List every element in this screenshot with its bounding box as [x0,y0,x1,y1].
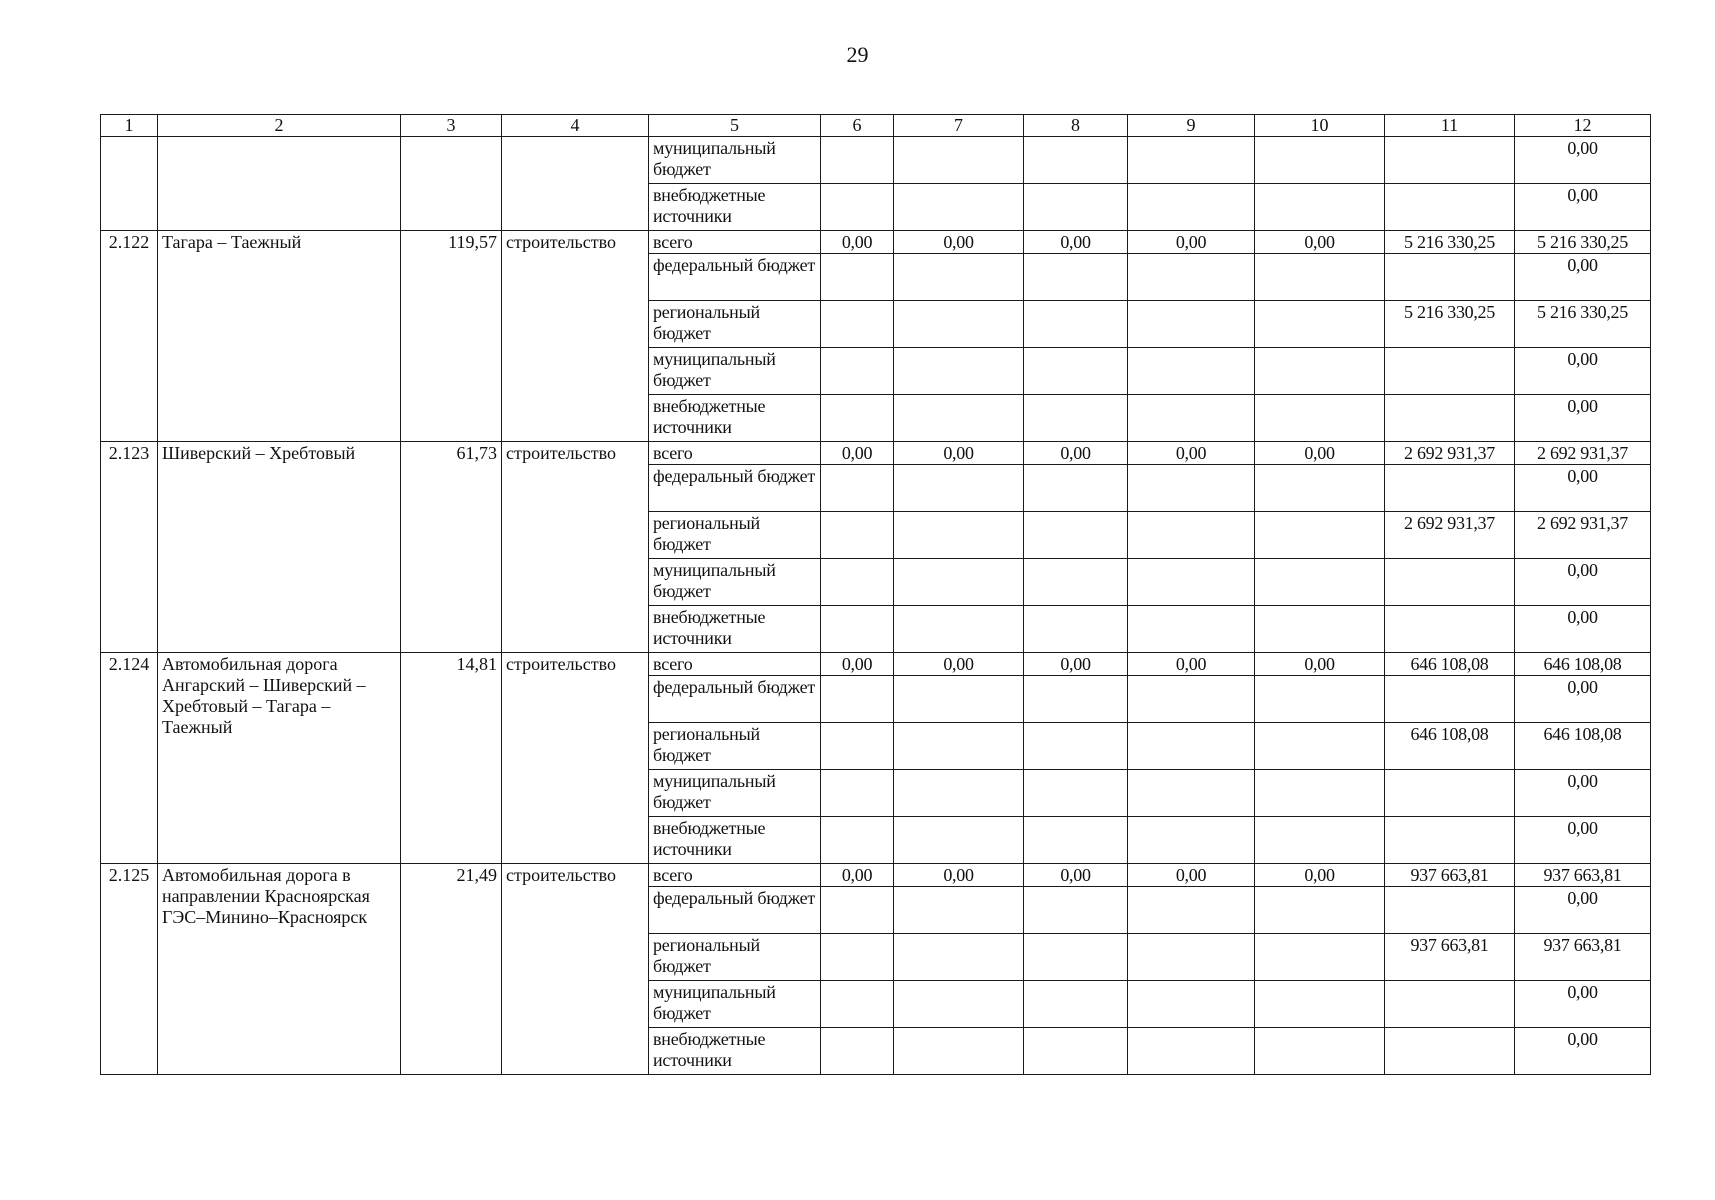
table-row [101,137,1651,184]
value-cell [821,301,894,348]
value-cell [894,512,1024,559]
value-cell [1385,559,1515,606]
value-cell [821,395,894,442]
value-cell: 0,00 [1515,559,1651,606]
object-length-cell: 119,57 [401,231,502,442]
value-cell [894,817,1024,864]
table-row [101,864,1651,887]
funding-source-cell: муниципальный бюджет [649,348,821,395]
value-cell [1024,770,1128,817]
value-cell [1385,817,1515,864]
value-cell [1385,981,1515,1028]
value-cell [1128,676,1255,723]
value-cell: 0,00 [1515,348,1651,395]
value-cell [1385,887,1515,934]
funding-source-cell: внебюджетные источники [649,1028,821,1075]
value-cell [1128,559,1255,606]
value-cell [1385,137,1515,184]
value-cell: 0,00 [1255,864,1385,887]
column-header: 12 [1515,115,1651,137]
object-code-cell: 2.125 [101,864,158,1075]
value-cell [1024,512,1128,559]
column-header: 4 [502,115,649,137]
value-cell [894,254,1024,301]
value-cell [1024,301,1128,348]
value-cell [1128,887,1255,934]
value-cell [1385,770,1515,817]
value-cell [1255,559,1385,606]
column-header: 10 [1255,115,1385,137]
value-cell [1128,981,1255,1028]
value-cell [1128,184,1255,231]
funding-source-cell: всего [649,653,821,676]
work-type-cell [502,137,649,231]
value-cell [1255,770,1385,817]
value-cell [1128,606,1255,653]
column-header: 11 [1385,115,1515,137]
value-cell [821,981,894,1028]
work-type-cell: строительство [502,864,649,1075]
value-cell [1128,254,1255,301]
column-header: 2 [158,115,401,137]
object-length-cell: 21,49 [401,864,502,1075]
value-cell [1255,184,1385,231]
value-cell [1255,1028,1385,1075]
value-cell: 0,00 [1515,254,1651,301]
value-cell [1024,395,1128,442]
value-cell [821,184,894,231]
value-cell [894,770,1024,817]
funding-source-cell: внебюджетные источники [649,606,821,653]
value-cell: 5 216 330,25 [1385,231,1515,254]
value-cell: 646 108,08 [1515,653,1651,676]
column-header: 8 [1024,115,1128,137]
object-name-cell: Шиверский – Хребтовый [158,442,401,653]
budget-table [100,114,1651,1075]
value-cell [1385,254,1515,301]
value-cell: 5 216 330,25 [1515,231,1651,254]
value-cell: 0,00 [1515,887,1651,934]
column-header: 5 [649,115,821,137]
value-cell: 2 692 931,37 [1385,442,1515,465]
value-cell [821,723,894,770]
value-cell [894,981,1024,1028]
value-cell [821,934,894,981]
value-cell: 0,00 [894,442,1024,465]
value-cell [1024,817,1128,864]
funding-source-cell: внебюджетные источники [649,184,821,231]
value-cell: 5 216 330,25 [1385,301,1515,348]
value-cell [894,676,1024,723]
value-cell: 0,00 [1515,606,1651,653]
value-cell [1024,137,1128,184]
value-cell [1128,348,1255,395]
value-cell [1255,934,1385,981]
value-cell [1128,137,1255,184]
funding-source-cell: муниципальный бюджет [649,137,821,184]
value-cell: 0,00 [1515,137,1651,184]
value-cell [1385,348,1515,395]
value-cell [1024,465,1128,512]
value-cell [894,887,1024,934]
work-type-cell: строительство [502,442,649,653]
object-name-cell: Автомобильная дорога Ангарский – Шиверский – Хребтовый – Тагара – Таежный [158,653,401,864]
funding-source-cell: внебюджетные источники [649,817,821,864]
value-cell [821,817,894,864]
column-header: 7 [894,115,1024,137]
funding-source-cell: всего [649,864,821,887]
object-name-cell: Автомобильная дорога в направлении Красноярская ГЭС–Минино–Красноярск [158,864,401,1075]
value-cell: 937 663,81 [1385,864,1515,887]
funding-source-cell: региональный бюджет [649,512,821,559]
value-cell: 0,00 [1128,864,1255,887]
value-cell [1024,559,1128,606]
value-cell [1255,395,1385,442]
object-code-cell: 2.122 [101,231,158,442]
value-cell: 0,00 [1024,864,1128,887]
value-cell: 0,00 [894,864,1024,887]
value-cell: 0,00 [1255,653,1385,676]
table-row [101,653,1651,676]
value-cell [821,559,894,606]
value-cell: 0,00 [1128,653,1255,676]
value-cell: 0,00 [821,653,894,676]
column-header: 6 [821,115,894,137]
value-cell [894,301,1024,348]
value-cell: 5 216 330,25 [1515,301,1651,348]
value-cell: 0,00 [1515,395,1651,442]
value-cell: 0,00 [1128,442,1255,465]
object-length-cell: 61,73 [401,442,502,653]
value-cell [1255,465,1385,512]
value-cell: 2 692 931,37 [1515,512,1651,559]
value-cell [1024,887,1128,934]
value-cell [1255,137,1385,184]
value-cell [1128,465,1255,512]
funding-source-cell: всего [649,231,821,254]
value-cell [894,348,1024,395]
value-cell: 0,00 [1515,770,1651,817]
value-cell [1024,348,1128,395]
funding-source-cell: всего [649,442,821,465]
value-cell [821,770,894,817]
value-cell [1024,606,1128,653]
value-cell [1255,676,1385,723]
value-cell: 0,00 [1255,231,1385,254]
work-type-cell: строительство [502,653,649,864]
value-cell: 0,00 [1515,676,1651,723]
value-cell [821,512,894,559]
value-cell [1128,395,1255,442]
value-cell: 0,00 [1515,465,1651,512]
value-cell: 937 663,81 [1515,934,1651,981]
value-cell [821,676,894,723]
value-cell [1128,817,1255,864]
value-cell [1255,254,1385,301]
funding-source-cell: региональный бюджет [649,723,821,770]
value-cell [1024,723,1128,770]
value-cell: 0,00 [1255,442,1385,465]
value-cell: 0,00 [1515,184,1651,231]
value-cell [1128,934,1255,981]
value-cell [894,395,1024,442]
header-row [101,115,1651,137]
work-type-cell: строительство [502,231,649,442]
funding-source-cell: муниципальный бюджет [649,770,821,817]
value-cell [1385,1028,1515,1075]
value-cell: 646 108,08 [1385,653,1515,676]
funding-source-cell: федеральный бюджет [649,465,821,512]
value-cell [894,465,1024,512]
value-cell [894,723,1024,770]
funding-source-cell: федеральный бюджет [649,676,821,723]
value-cell [894,559,1024,606]
value-cell [1128,301,1255,348]
value-cell [1255,723,1385,770]
value-cell [1024,934,1128,981]
object-code-cell: 2.123 [101,442,158,653]
value-cell: 646 108,08 [1515,723,1651,770]
object-name-cell: Тагара – Таежный [158,231,401,442]
funding-source-cell: федеральный бюджет [649,887,821,934]
column-header: 9 [1128,115,1255,137]
value-cell [894,137,1024,184]
funding-source-cell: внебюджетные источники [649,395,821,442]
value-cell [1255,348,1385,395]
value-cell: 0,00 [821,864,894,887]
value-cell: 937 663,81 [1515,864,1651,887]
value-cell [1255,817,1385,864]
value-cell [1385,606,1515,653]
value-cell [1255,512,1385,559]
value-cell [894,184,1024,231]
value-cell [1128,723,1255,770]
funding-source-cell: региональный бюджет [649,301,821,348]
object-length-cell [401,137,502,231]
value-cell: 0,00 [894,231,1024,254]
value-cell [1255,981,1385,1028]
value-cell [1024,981,1128,1028]
value-cell: 0,00 [821,442,894,465]
value-cell [1385,184,1515,231]
value-cell: 0,00 [821,231,894,254]
value-cell: 2 692 931,37 [1515,442,1651,465]
table-row [101,442,1651,465]
page-number: 29 [846,42,869,67]
value-cell [821,1028,894,1075]
value-cell: 0,00 [894,653,1024,676]
value-cell [1128,1028,1255,1075]
value-cell [821,887,894,934]
value-cell [1385,395,1515,442]
value-cell: 0,00 [1024,653,1128,676]
column-header: 1 [101,115,158,137]
value-cell [1024,254,1128,301]
value-cell [1255,301,1385,348]
value-cell: 0,00 [1515,1028,1651,1075]
value-cell [821,254,894,301]
value-cell: 0,00 [1024,231,1128,254]
value-cell [1255,887,1385,934]
value-cell: 646 108,08 [1385,723,1515,770]
value-cell [821,348,894,395]
value-cell [894,934,1024,981]
value-cell [821,606,894,653]
value-cell [894,1028,1024,1075]
value-cell: 0,00 [1024,442,1128,465]
value-cell: 0,00 [1128,231,1255,254]
value-cell [1128,512,1255,559]
value-cell: 0,00 [1515,817,1651,864]
value-cell [1024,1028,1128,1075]
value-cell: 937 663,81 [1385,934,1515,981]
value-cell [821,137,894,184]
value-cell [1255,606,1385,653]
table-row [101,231,1651,254]
funding-source-cell: муниципальный бюджет [649,559,821,606]
value-cell [821,465,894,512]
value-cell [1385,676,1515,723]
value-cell: 0,00 [1515,981,1651,1028]
value-cell [1024,676,1128,723]
funding-source-cell: федеральный бюджет [649,254,821,301]
value-cell [1128,770,1255,817]
column-header: 3 [401,115,502,137]
value-cell [894,606,1024,653]
value-cell [1024,184,1128,231]
object-code-cell: 2.124 [101,653,158,864]
value-cell [1385,465,1515,512]
object-code-cell [101,137,158,231]
funding-source-cell: региональный бюджет [649,934,821,981]
value-cell: 2 692 931,37 [1385,512,1515,559]
object-name-cell [158,137,401,231]
object-length-cell: 14,81 [401,653,502,864]
funding-source-cell: муниципальный бюджет [649,981,821,1028]
